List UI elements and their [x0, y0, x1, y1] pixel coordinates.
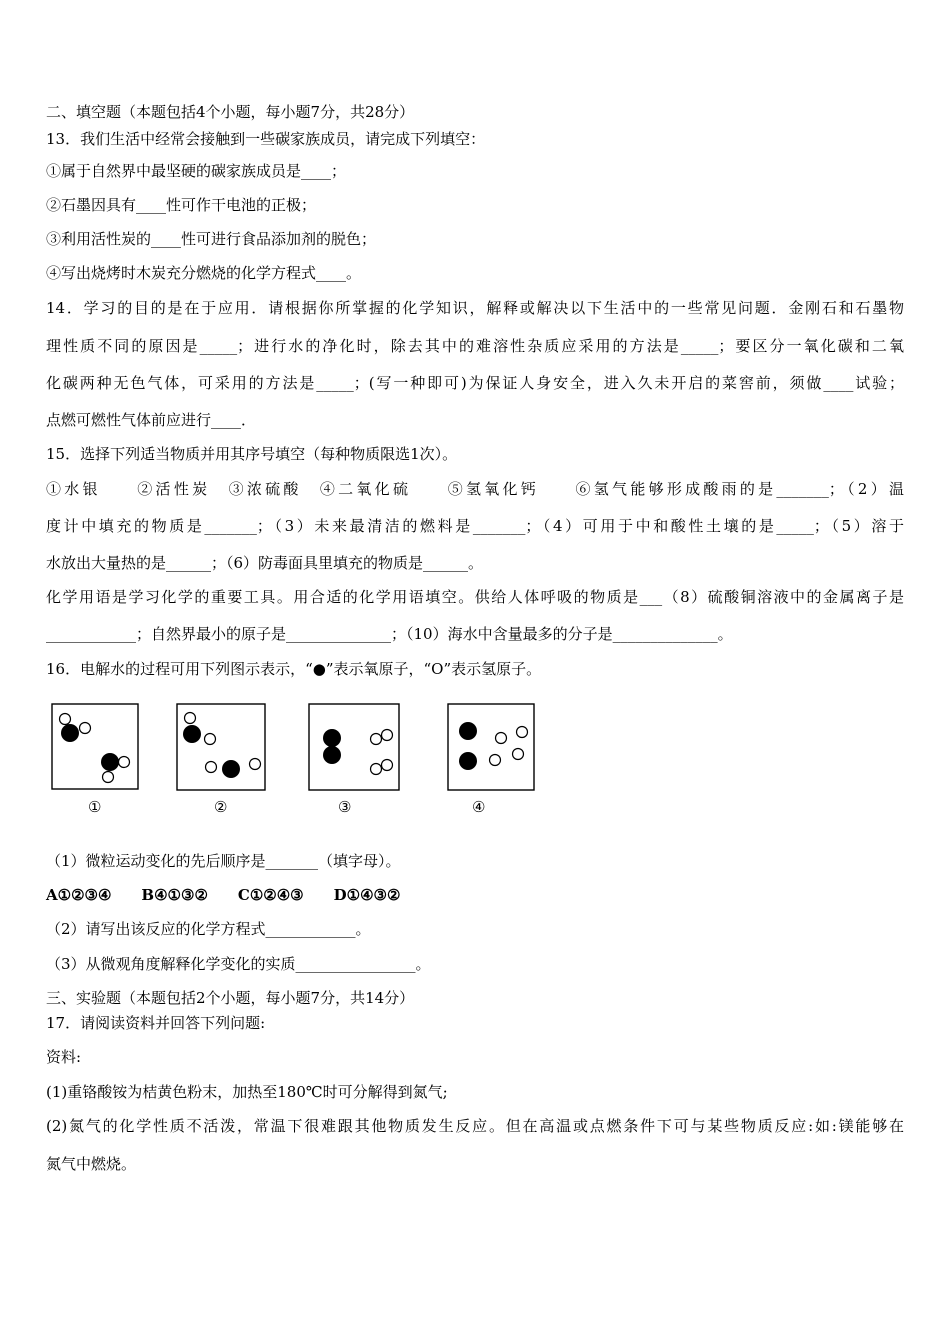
q16-sub-1: （1）微粒运动变化的先后顺序是_______（填字母）。	[46, 852, 401, 870]
q14-line-2: 理性质不同的原因是_____；进行水的净化时，除去其中的难溶性杂质应采用的方法是_____；要区分一氧化碳和二氧	[46, 337, 904, 355]
q16-sub-3: （3）从微观角度解释化学变化的实质________________。	[46, 955, 431, 973]
q13-stem: 13．我们生活中经常会接触到一些碳家族成员，请完成下列填空：	[46, 130, 486, 148]
hydrogen-atom	[206, 762, 217, 773]
q16-options: A①②③④ B④①③② C①②④③ D①④③②	[46, 886, 401, 904]
hydrogen-atom	[80, 723, 91, 734]
hydrogen-atom	[371, 764, 382, 775]
oxygen-atom	[459, 722, 477, 740]
hydrogen-atom	[205, 734, 216, 745]
hydrogen-atom	[103, 772, 114, 783]
q13-item-3: ③利用活性炭的____性可进行食品添加剂的脱色；	[46, 230, 377, 248]
q14-line-3: 化碳两种无色气体，可采用的方法是_____；(写一种即可)为保证人身安全，进入久未开启的菜窖前，须做____试验；	[46, 374, 904, 392]
q14-line-1: 14．学习的目的是在于应用．请根据你所掌握的化学知识，解释或解决以下生活中的一些常见问题．金刚石和石墨物	[46, 299, 904, 317]
hydrogen-atom	[119, 757, 130, 768]
hydrogen-atom	[517, 727, 528, 738]
oxygen-atom	[222, 760, 240, 778]
q17-material-label: 资料:	[46, 1048, 82, 1066]
oxygen-atom	[61, 724, 79, 742]
q14-line-4: 点燃可燃性气体前应进行____．	[46, 411, 257, 429]
q15-line-1: ①水银 ②活性炭 ③浓硫酸 ④二氧化硫 ⑤氢氧化钙 ⑥氢气能够形成酸雨的是_______；（2）温	[46, 480, 904, 498]
figure-label-4: ④	[472, 798, 486, 816]
oxygen-atom	[459, 752, 477, 770]
q15-stem: 15．选择下列适当物质并用其序号填空（每种物质限选1次）。	[46, 445, 458, 463]
figure-label-1: ①	[88, 798, 102, 816]
electrolysis-diagram	[40, 696, 560, 796]
q13-item-4: ④写出烧烤时木炭充分燃烧的化学方程式____。	[46, 264, 362, 282]
figure-label-2: ②	[214, 798, 228, 816]
q17-item-1: (1)重铬酸铵为桔黄色粉末，加热至180℃时可分解得到氮气;	[46, 1083, 448, 1101]
figure-label-3: ③	[338, 798, 352, 816]
electrolysis-figures	[40, 696, 560, 826]
hydrogen-atom	[250, 759, 261, 770]
oxygen-atom	[323, 746, 341, 764]
q15-line-3: 水放出大量热的是______；（6）防毒面具里填充的物质是______。	[46, 554, 484, 572]
figure-3-box	[309, 704, 399, 790]
q17-stem: 17．请阅读资料并回答下列问题:	[46, 1014, 266, 1032]
hydrogen-atom	[382, 730, 393, 741]
hydrogen-atom	[513, 749, 524, 760]
q17-item-2: (2)氮气的化学性质不活泼，常温下很难跟其他物质发生反应。但在高温或点燃条件下可与某些物质反应:如:镁能够在	[46, 1117, 904, 1135]
hydrogen-atom	[490, 755, 501, 766]
q13-item-1: ①属于自然界中最坚硬的碳家族成员是____；	[46, 162, 347, 180]
q16-stem: 16．电解水的过程可用下列图示表示，“●”表示氧原子，“O”表示氢原子。	[46, 660, 542, 678]
q15-line-5: ____________；自然界最小的原子是______________；（10）海水中含量最多的分子是______________。	[46, 625, 733, 643]
figure-1-box	[52, 704, 138, 789]
q13-item-2: ②石墨因具有____性可作干电池的正极；	[46, 196, 317, 214]
hydrogen-atom	[496, 733, 507, 744]
q16-sub-2: （2）请写出该反应的化学方程式____________。	[46, 920, 371, 938]
section2-heading: 二、填空题（本题包括4个小题，每小题7分，共28分）	[46, 103, 415, 121]
hydrogen-atom	[371, 734, 382, 745]
q15-line-4: 化学用语是学习化学的重要工具。用合适的化学用语填空。供给人体呼吸的物质是___（8）硫酸铜溶液中的金属离子是	[46, 588, 904, 606]
section3-heading: 三、实验题（本题包括2个小题，每小题7分，共14分）	[46, 989, 415, 1007]
hydrogen-atom	[185, 713, 196, 724]
hydrogen-atom	[60, 714, 71, 725]
q15-line-2: 度计中填充的物质是_______；（3）未来最清洁的燃料是_______；（4）可用于中和酸性土壤的是_____；（5）溶于	[46, 517, 904, 535]
oxygen-atom	[183, 725, 201, 743]
oxygen-atom	[323, 729, 341, 747]
q17-item-3: 氮气中燃烧。	[46, 1155, 137, 1173]
figure-2-box	[177, 704, 265, 790]
hydrogen-atom	[382, 760, 393, 771]
figure-4-box	[448, 704, 534, 790]
oxygen-atom	[101, 753, 119, 771]
